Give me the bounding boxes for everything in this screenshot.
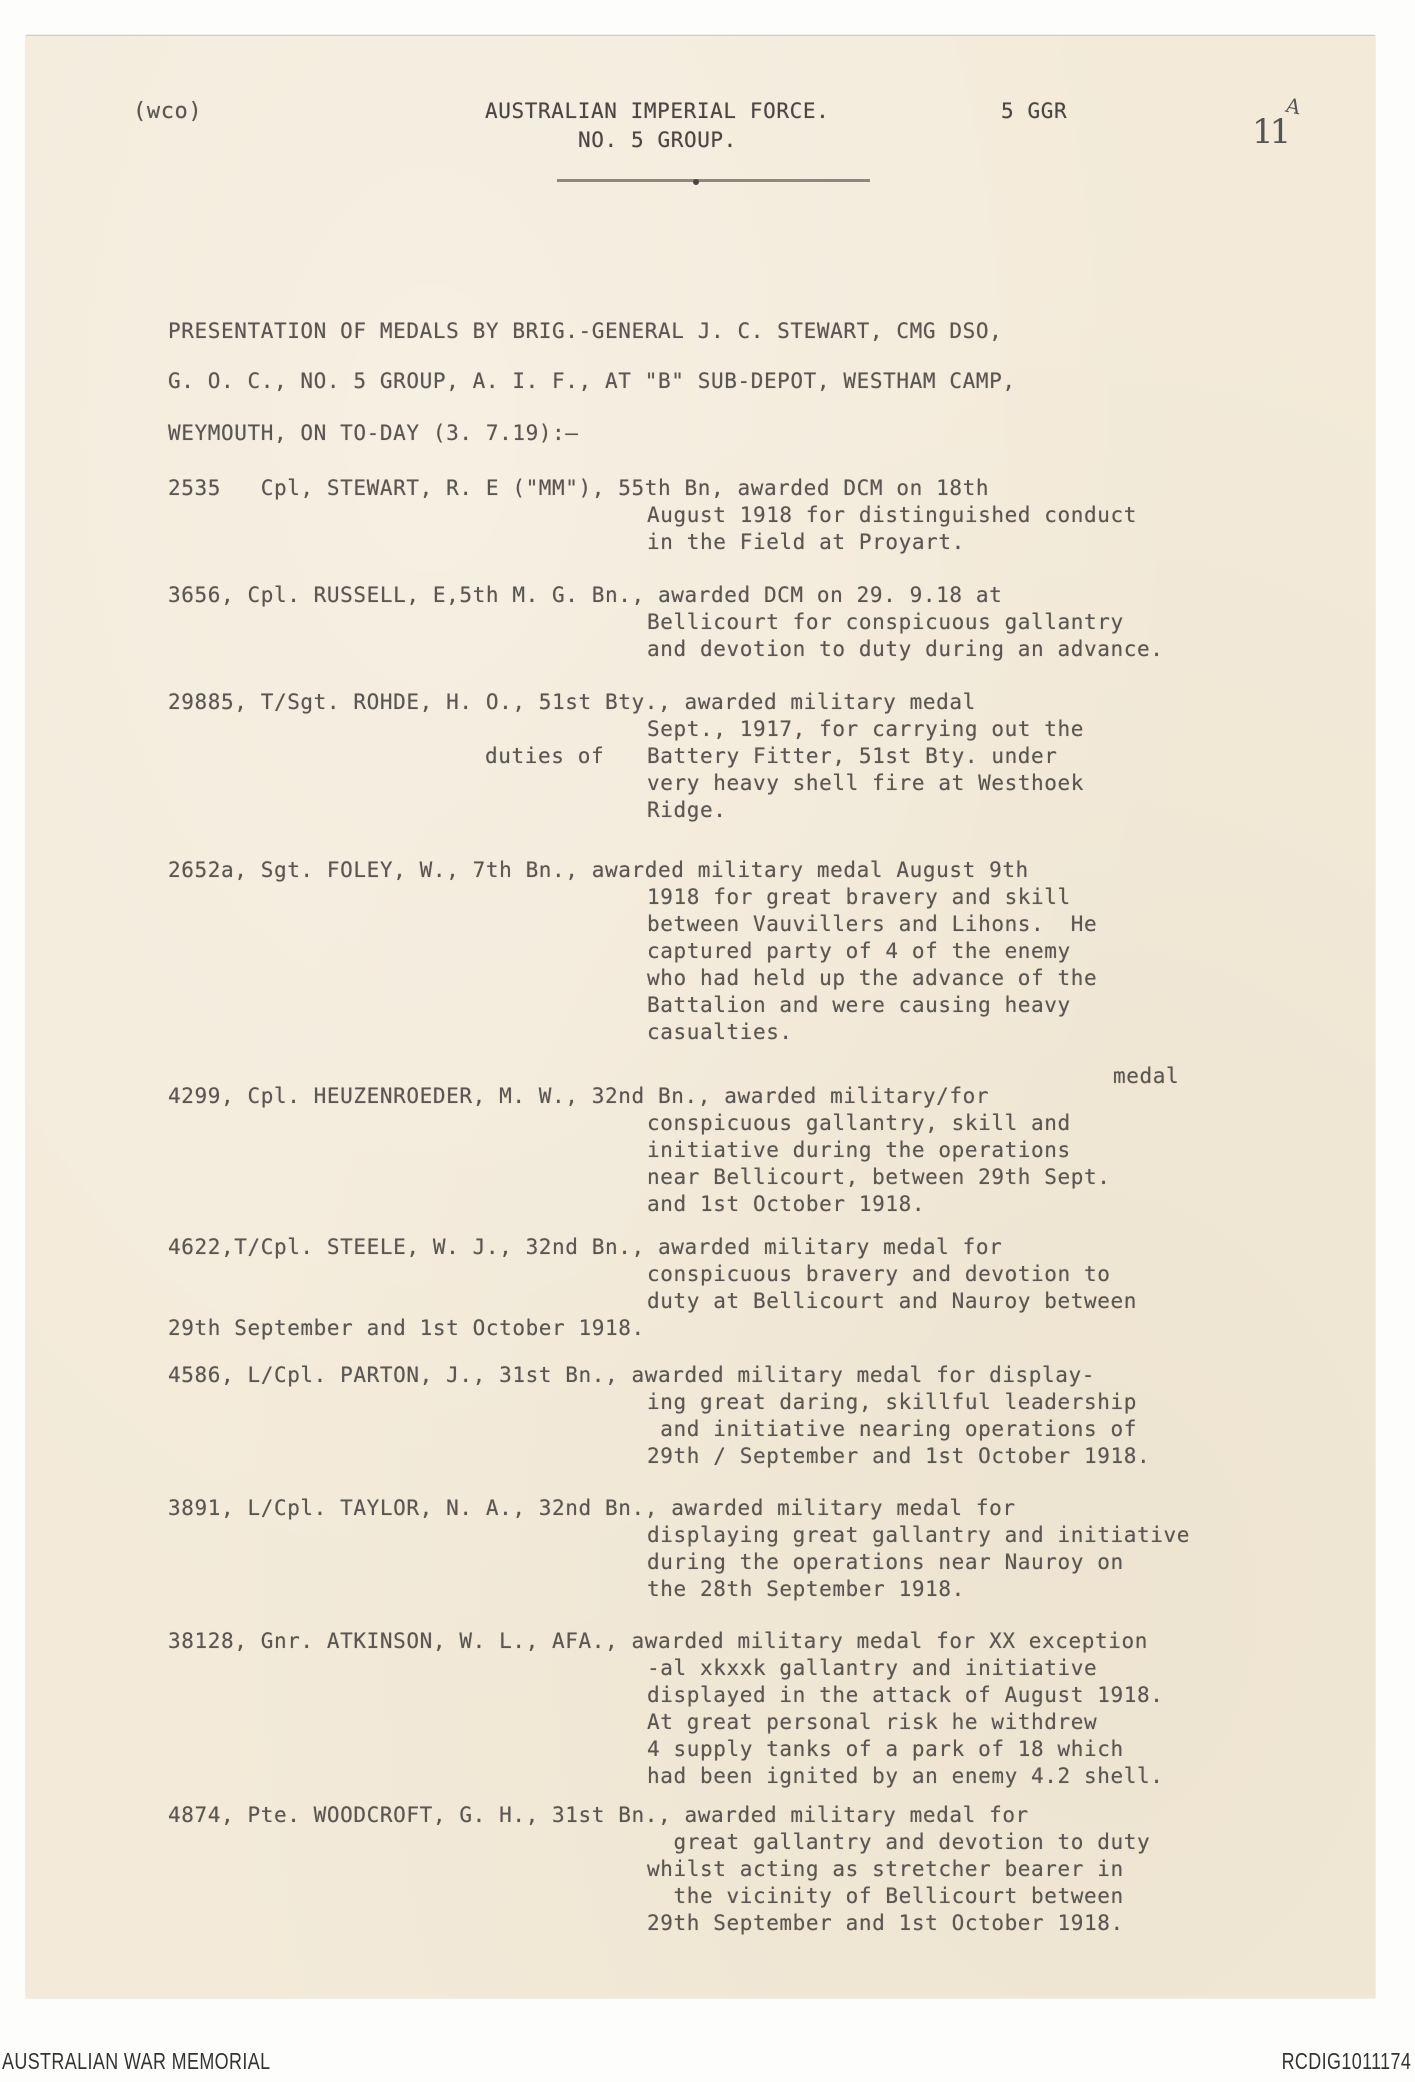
- award-entry-line: Sept., 1917, for carrying out the: [647, 717, 1085, 741]
- award-entry-line: conspicuous bravery and devotion to: [647, 1262, 1111, 1286]
- footer-institution: AUSTRALIAN WAR MEMORIAL: [2, 2048, 271, 2074]
- award-entry-line: conspicuous gallantry, skill and: [647, 1111, 1071, 1135]
- award-entry-line: captured party of 4 of the enemy: [647, 939, 1071, 963]
- award-entry-line: Ridge.: [647, 798, 727, 822]
- footer-catalogue-id: RCDIG1011174: [1281, 2048, 1411, 2074]
- award-entry-line: Bellicourt for conspicuous gallantry: [647, 610, 1124, 634]
- award-entry-line: 29th September and 1st October 1918.: [647, 1911, 1124, 1935]
- divider-mark: [693, 179, 699, 185]
- header-title: AUSTRALIAN IMPERIAL FORCE.: [485, 99, 830, 123]
- award-entry-line: August 1918 for distinguished conduct: [647, 503, 1137, 527]
- award-entry-lead: 2652a, Sgt. FOLEY, W., 7th Bn., awarded military medal August 9th: [168, 858, 1029, 882]
- award-entry-line: whilst acting as stretcher bearer in: [647, 1857, 1124, 1881]
- award-entry-line: Battery Fitter, 51st Bty. under: [647, 744, 1058, 768]
- reference-code: (wco): [133, 99, 203, 124]
- handwritten-folio-number: 11: [1252, 112, 1288, 152]
- award-entry-lead: 4622,T/Cpl. STEELE, W. J., 32nd Bn., awarded military medal for: [168, 1235, 1003, 1259]
- award-entry-line: between Vauvillers and Lihons. He: [647, 912, 1098, 936]
- award-entry-line: the vicinity of Bellicourt between: [647, 1884, 1124, 1908]
- award-entry-lead: 29885, T/Sgt. ROHDE, H. O., 51st Bty., awarded military medal: [168, 690, 976, 714]
- handwritten-mark: A: [1283, 92, 1303, 120]
- award-entry-line: the 28th September 1918.: [647, 1577, 965, 1601]
- intro-line-1: PRESENTATION OF MEDALS BY BRIG.-GENERAL J. C. STEWART, CMG DSO,: [168, 319, 1003, 343]
- award-entry-line: and initiative nearing operations of: [647, 1417, 1137, 1441]
- file-reference: 5 GGR: [1001, 99, 1068, 123]
- award-entry-line: who had held up the advance of the: [647, 966, 1098, 990]
- award-entry-lead: 2535 Cpl, STEWART, R. E ("MM"), 55th Bn, awarded DCM on 18th: [168, 476, 990, 500]
- award-entry-line: 1918 for great bravery and skill: [647, 885, 1071, 909]
- award-entry-line: initiative during the operations: [647, 1138, 1071, 1162]
- intro-line-3: WEYMOUTH, ON TO-DAY (3. 7.19):—: [168, 421, 579, 445]
- award-entry-line: very heavy shell fire at Westhoek: [647, 771, 1085, 795]
- award-entry-line: near Bellicourt, between 29th Sept.: [647, 1165, 1111, 1189]
- award-entry-line: had been ignited by an enemy 4.2 shell.: [647, 1764, 1164, 1788]
- award-entry-aside: duties of: [485, 744, 605, 768]
- intro-line-2: G. O. C., NO. 5 GROUP, A. I. F., AT "B" SUB-DEPOT, WESTHAM CAMP,: [168, 369, 1016, 393]
- award-entry-line: in the Field at Proyart.: [647, 530, 965, 554]
- award-entry-lead: 4299, Cpl. HEUZENROEDER, M. W., 32nd Bn., awarded military/for: [168, 1084, 990, 1108]
- award-entry-lead: 4874, Pte. WOODCROFT, G. H., 31st Bn., awarded military medal for: [168, 1803, 1029, 1827]
- award-entry-lead: 4586, L/Cpl. PARTON, J., 31st Bn., awarded military medal for display-: [168, 1363, 1096, 1387]
- award-entry-line: ing great daring, skillful leadership: [647, 1390, 1137, 1414]
- award-entry-line: displayed in the attack of August 1918.: [647, 1683, 1164, 1707]
- award-entry-lead: 38128, Gnr. ATKINSON, W. L., AFA., awarded military medal for XX exception: [168, 1629, 1148, 1653]
- award-entry-line: Battalion and were causing heavy: [647, 993, 1071, 1017]
- header-subtitle: NO. 5 GROUP.: [578, 128, 737, 152]
- award-entry-line: duty at Bellicourt and Nauroy between: [647, 1289, 1137, 1313]
- award-entry-line: and 1st October 1918.: [647, 1192, 926, 1216]
- typed-insertion: medal: [1113, 1064, 1180, 1088]
- award-entry-line: displaying great gallantry and initiative: [647, 1523, 1190, 1547]
- award-entry-line: At great personal risk he withdrew: [647, 1710, 1098, 1734]
- award-entry-line: 4 supply tanks of a park of 18 which: [647, 1737, 1124, 1761]
- award-entry-line: -al xkxxk gallantry and initiative: [647, 1656, 1098, 1680]
- award-entry-line: great gallantry and devotion to duty: [647, 1830, 1151, 1854]
- award-entry-tail: 29th September and 1st October 1918.: [168, 1316, 645, 1340]
- award-entry-line: 29th / September and 1st October 1918.: [647, 1444, 1151, 1468]
- award-entry-lead: 3891, L/Cpl. TAYLOR, N. A., 32nd Bn., awarded military medal for: [168, 1496, 1016, 1520]
- award-entry-line: and devotion to duty during an advance.: [647, 637, 1164, 661]
- award-entry-lead: 3656, Cpl. RUSSELL, E,5th M. G. Bn., awarded DCM on 29. 9.18 at: [168, 583, 1003, 607]
- award-entry-line: casualties.: [647, 1020, 793, 1044]
- award-entry-line: during the operations near Nauroy on: [647, 1550, 1124, 1574]
- header-divider: [557, 179, 870, 182]
